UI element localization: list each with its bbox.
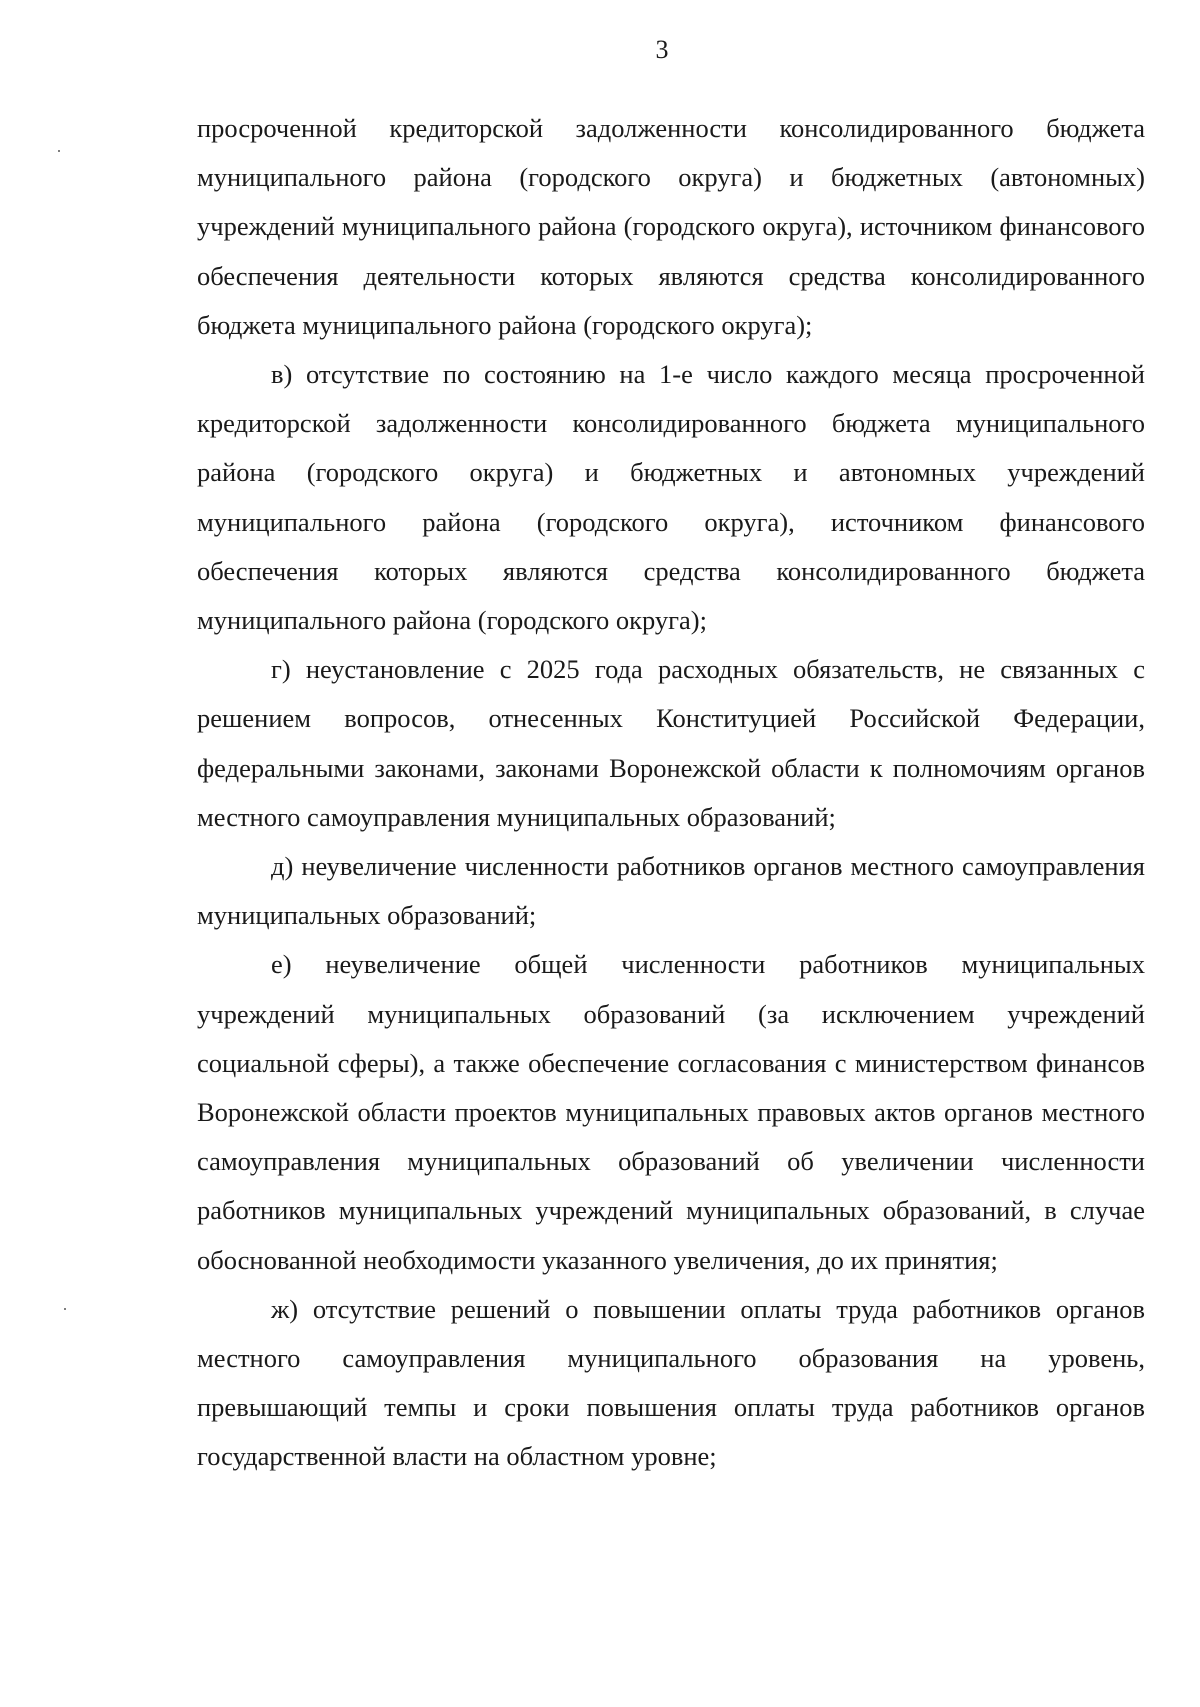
paragraph-item-zh: ж) отсутствие решений о повышении оплаты труда работников органов местного самоуправления муниципального образования на уровень, превышающий темпы и сроки повышения оплаты труда работников органов государственной власти на областном уровне; bbox=[197, 1293, 1145, 1472]
paragraph-item-g: г) неустановление с 2025 года расходных обязательств, не связанных с решением вопросов, отнесенных Конституцией Российской Федерации, федеральными законами, законами Воронежской области к полномочиям органов местного самоуправления муниципальных образований; bbox=[197, 654, 1145, 832]
document-body bbox=[197, 104, 1145, 1482]
paragraph-item-e: е) неувеличение общей численности работников муниципальных учреждений муниципальных образований (за исключением учреждений социальной сферы), а также обеспечение согласования с министерством финансов Воронежской области проектов муниципальных правовых актов органов местного самоуправления муниципальных образований об увеличении численности работников муниципальных учреждений муниципальных образований, в случае обоснованной необходимости указанного увеличения, до их принятия; bbox=[197, 949, 1145, 1275]
paragraph-continuation: просроченной кредиторской задолженности консолидированного бюджета муниципального района (городского округа) и бюджетных (автономных) учреждений муниципального района (городского округа), источником финансового обеспечения деятельности которых являются средства консолидированного бюджета муниципального района (городского округа); bbox=[197, 113, 1145, 340]
scan-speck bbox=[64, 1308, 66, 1310]
paragraph-item-d: д) неувеличение численности работников органов местного самоуправления муниципальных образований; bbox=[197, 851, 1145, 931]
paragraph-item-v: в) отсутствие по состоянию на 1-е число каждого месяца просроченной кредиторской задолженности консолидированного бюджета муниципального района (городского округа) и бюджетных и автономных учреждений муниципального района (городского округа), источником финансового обеспечения которых являются средства консолидированного бюджета муниципального района (городского округа); bbox=[197, 359, 1145, 636]
scan-speck bbox=[58, 150, 60, 152]
page-number: 3 bbox=[655, 35, 669, 64]
